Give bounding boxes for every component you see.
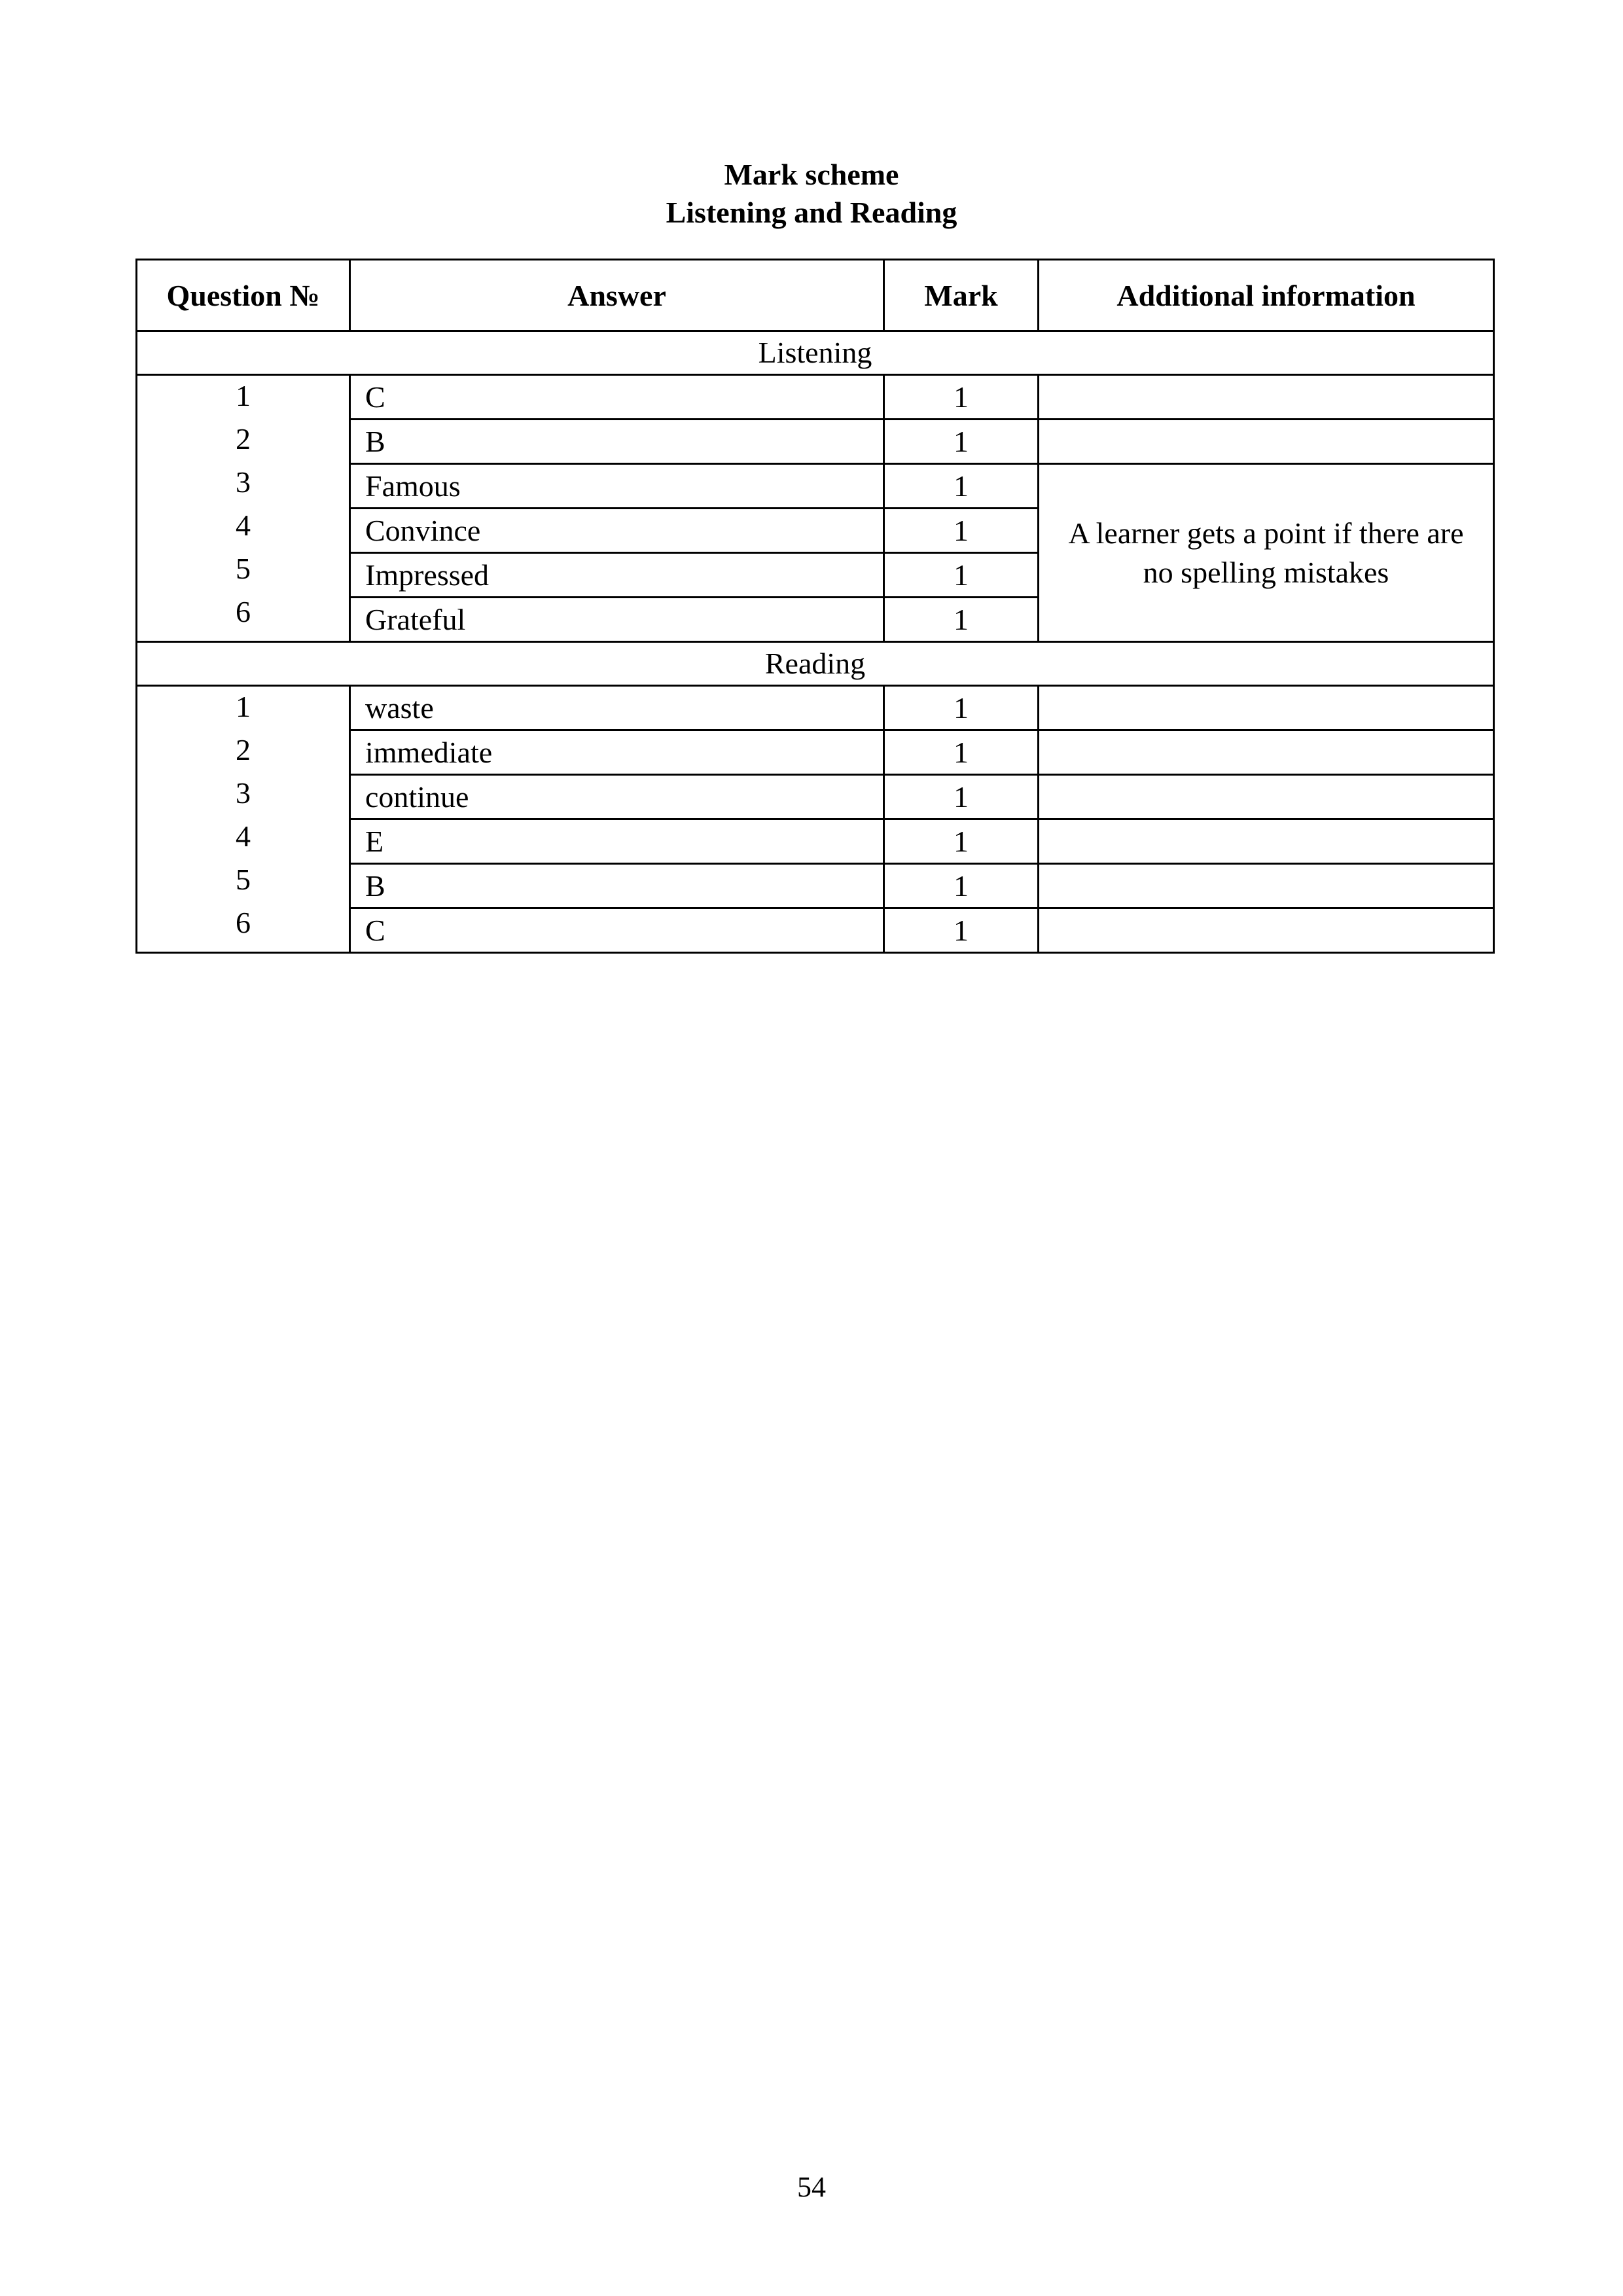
mark-cell: 1 (884, 686, 1039, 730)
mark-cell: 1 (884, 819, 1039, 864)
question-number: 4 (236, 819, 251, 853)
question-number: 6 (236, 905, 251, 939)
answer-cell: B (350, 864, 884, 908)
answer-cell: B (350, 420, 884, 464)
mark-scheme-table (135, 259, 1495, 954)
answer-cell: C (350, 908, 884, 953)
answer-cell: Convince (350, 509, 884, 553)
question-number: 3 (236, 776, 251, 810)
mark-cell: 1 (884, 553, 1039, 598)
answer-cell: waste (350, 686, 884, 730)
title-line-2: Listening and Reading (666, 196, 957, 229)
header-mark: Mark (884, 260, 1039, 331)
page-number: 54 (797, 2171, 826, 2203)
answer-cell: Impressed (350, 553, 884, 598)
header-info: Additional information (1039, 260, 1494, 331)
question-number: 4 (236, 508, 251, 542)
info-cell (1039, 908, 1494, 953)
question-number: 2 (236, 732, 251, 766)
question-numbers-reading (137, 686, 350, 953)
question-number: 5 (236, 862, 251, 896)
info-cell (1039, 864, 1494, 908)
title-line-1: Mark scheme (724, 158, 899, 191)
question-number: 1 (236, 378, 251, 412)
mark-cell: 1 (884, 420, 1039, 464)
info-cell (1039, 819, 1494, 864)
spelling-note: A learner gets a point if there are no spelling mistakes (1039, 464, 1494, 642)
question-number: 5 (236, 551, 251, 585)
table-row (137, 686, 1494, 730)
header-row (137, 260, 1494, 331)
header-question: Question № (137, 260, 350, 331)
info-cell (1039, 420, 1494, 464)
answer-cell: immediate (350, 730, 884, 775)
info-cell (1039, 775, 1494, 819)
question-number: 2 (236, 422, 251, 456)
question-number: 3 (236, 465, 251, 499)
question-numbers-listening (137, 375, 350, 642)
section-row-listening (137, 331, 1494, 375)
mark-cell: 1 (884, 730, 1039, 775)
info-cell (1039, 686, 1494, 730)
answer-cell: C (350, 375, 884, 420)
document-title (0, 156, 1623, 232)
answer-cell: Grateful (350, 598, 884, 642)
mark-cell: 1 (884, 775, 1039, 819)
mark-cell: 1 (884, 908, 1039, 953)
info-cell (1039, 730, 1494, 775)
question-number: 1 (236, 689, 251, 723)
table-row (137, 375, 1494, 420)
answer-cell: Famous (350, 464, 884, 509)
answer-cell: continue (350, 775, 884, 819)
section-title-listening: Listening (137, 331, 1494, 375)
header-answer: Answer (350, 260, 884, 331)
answer-cell: E (350, 819, 884, 864)
section-title-reading: Reading (137, 642, 1494, 686)
mark-cell: 1 (884, 864, 1039, 908)
section-row-reading (137, 642, 1494, 686)
mark-cell: 1 (884, 375, 1039, 420)
mark-cell: 1 (884, 598, 1039, 642)
info-cell (1039, 375, 1494, 420)
mark-cell: 1 (884, 509, 1039, 553)
question-number: 6 (236, 594, 251, 628)
mark-cell: 1 (884, 464, 1039, 509)
